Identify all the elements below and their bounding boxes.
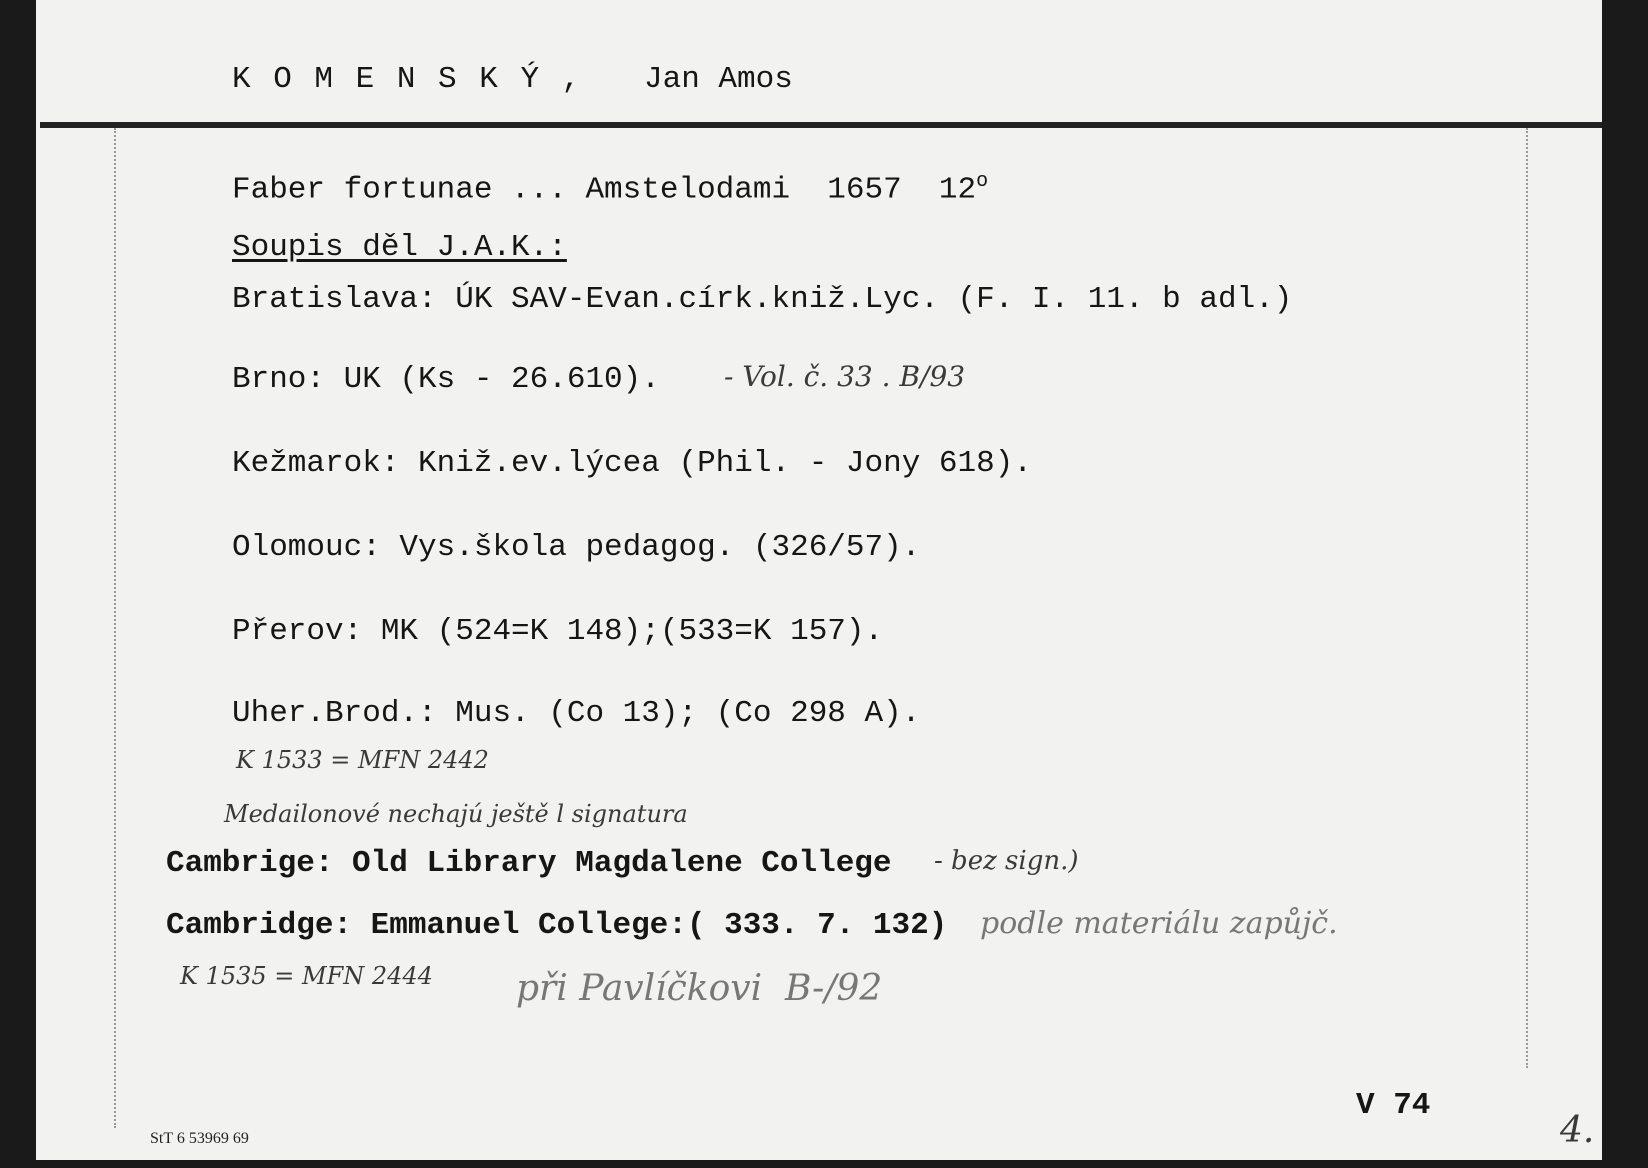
handwritten-no-signature: - bez sign.) — [934, 846, 1079, 876]
emmanuel-signature: ( 333. 7. 132) — [686, 908, 948, 943]
entry-prerov: Přerov: MK (524=K 148);(533=K 157). — [232, 614, 884, 649]
left-margin-line — [114, 128, 116, 1128]
right-margin-line — [1526, 128, 1528, 1068]
entry-bratislava: Bratislava: ÚK SAV-Evan.círk.kniž.Lyc. (F. I. 11. b adl.) — [232, 282, 1293, 317]
title-format-sup: o — [976, 170, 989, 193]
handwritten-pavlicek-note: při Pavlíčkovi B-/92 — [516, 968, 883, 1009]
entry-brno: Brno: UK (Ks - 26.610). — [232, 362, 660, 397]
heading-rule — [40, 122, 1602, 128]
title-text: Faber fortunae ... Amstelodami 1657 12 — [232, 172, 977, 208]
printer-mark: StT 6 53969 69 — [150, 1130, 249, 1147]
emmanuel-text: Cambridge: Emmanuel College: — [166, 908, 687, 943]
handwritten-uher-note: K 1533 = MFN 2442 — [236, 746, 489, 774]
entry-uher-brod: Uher.Brod.: Mus. (Co 13); (Co 298 A). — [232, 696, 921, 731]
entry-kezmarok: Kežmarok: Kniž.ev.lýcea (Phil. - Jony 618). — [232, 446, 1032, 481]
heading-given-name: Jan Amos — [644, 62, 793, 97]
call-number: V 74 — [1356, 1088, 1431, 1123]
section-label: Soupis děl J.A.K.: — [232, 230, 567, 265]
entry-cambridge-emmanuel — [166, 908, 947, 944]
handwritten-brno-note: - Vol. č. 33 . B/93 — [724, 360, 966, 393]
handwritten-material-note: podle materiálu zapůjč. — [980, 906, 1338, 941]
handwritten-cambridge-note: Medailonové nechajú ještě l signatura — [224, 800, 688, 828]
entry-olomouc: Olomouc: Vys.škola pedagog. (326/57). — [232, 530, 921, 565]
handwritten-sig-note: K 1535 = MFN 2444 — [180, 962, 433, 990]
corner-number: 4. — [1560, 1110, 1595, 1151]
title-line — [232, 164, 988, 208]
entry-cambridge-magdalene: Cambrige: Old Library Magdalene College — [166, 846, 892, 881]
heading-surname: K O M E N S K Ý , — [232, 62, 583, 97]
